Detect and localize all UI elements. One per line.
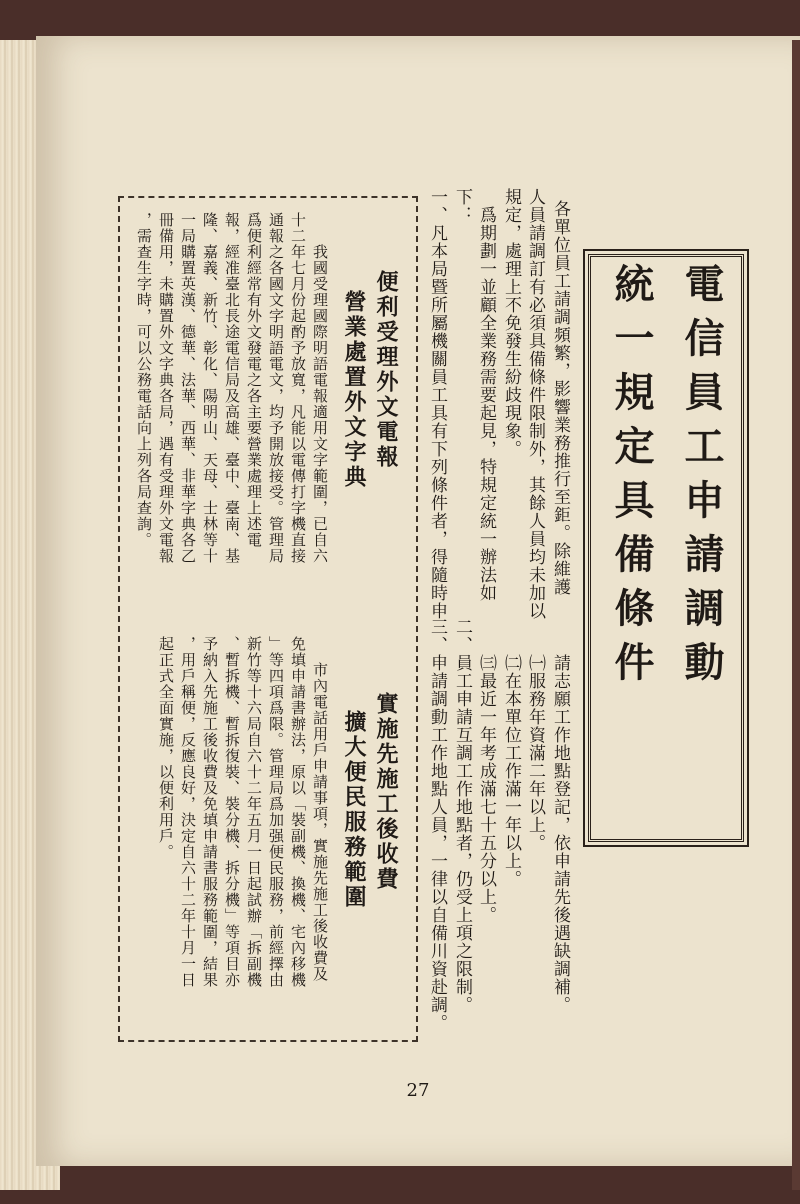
article-paragraph-line: 各單位員工請調頻繁，影響業務推行至鉅。除維護 xyxy=(550,200,570,596)
notice-a-line: ，需查生字時，可以公務電話向上列各局查詢。 xyxy=(135,212,153,548)
notice-a-line: 隆、嘉義、新竹、彰化、陽明山、天母、士林等十 xyxy=(201,212,219,564)
article-item-line: 三、申請調動工作地點人員，一律以自備川資赴調。 xyxy=(427,618,447,1032)
notice-a-line: 十二年七月份起酌予放寬，凡能以電傳打字機直接 xyxy=(289,212,307,564)
notice-a-headline-2: 營業處置外文字典 xyxy=(341,290,367,490)
article-item-line: 請志願工作地點登記，依申請先後遇缺調補。 xyxy=(550,618,570,1014)
notice-b-line: 免填申請書辦法，原以「裝副機、換機、宅內移機 xyxy=(289,636,307,988)
page-number: 27 xyxy=(406,1080,430,1101)
notice-b-line: 市內電話用戶申請事項，實施先施工後收費及 xyxy=(311,646,329,982)
article-item-line: ㈡在本單位工作滿一年以上。 xyxy=(501,618,521,888)
notice-b-line: 予納入先施工後收費及免填申請書服務範圍，結果 xyxy=(201,636,219,988)
article-paragraph-line: 爲期劃一並顧全業務需要起見，特規定統一辦法如 xyxy=(476,188,496,602)
notice-b-line: ，用戶稱便，反應良好，決定自六十二年十月一日 xyxy=(179,636,197,988)
notice-b-headline-2: 擴大便民服務範圍 xyxy=(341,710,367,910)
notice-b-line: 新竹等十六局自六十二年五月一日起試辦「拆副機 xyxy=(245,636,263,988)
notice-b-line: 、暫拆機、暫拆復裝、裝分機、拆分機」等項目亦 xyxy=(223,636,241,988)
article-paragraph-line: 規定，處理上不免發生紛歧現象。 xyxy=(501,188,521,458)
article-item-line: ㈠服務年資滿二年以上。 xyxy=(525,618,545,852)
notice-b-line: 」等四項爲限。管理局爲加强便民服務，前經擇由 xyxy=(267,636,285,988)
article-paragraph-line: 人員請調訂有必須具備條件限制外，其餘人員均未加以 xyxy=(525,188,545,620)
notice-a-line: 冊備用，未購置外文字典各局，遇有受理外文電報 xyxy=(157,212,175,564)
article-paragraph-line: 下： xyxy=(452,188,472,224)
article-title-line-3: 統一規定具備條件 xyxy=(608,263,655,695)
notice-b-headline-1: 實施先施工後收費 xyxy=(373,692,399,892)
article-item-line: 一、凡本局暨所屬機關員工具有下列條件者，得隨時申 xyxy=(427,188,447,620)
notice-a-line: 爲便利經常有外文發電之各主要營業處理上述電 xyxy=(245,212,263,548)
book-cover-edge xyxy=(792,40,800,1190)
article-title-box xyxy=(588,254,744,842)
notice-a-line: 報，經准臺北長途電信局及高雄、臺中、臺南、基 xyxy=(223,212,241,564)
notice-a-line: 通報之各國文字明語電文，均予開放接受。管理局 xyxy=(267,212,285,564)
article-item-line: 二、員工申請互調工作地點者，仍受上項之限制。 xyxy=(452,618,472,1014)
article-item-line: ㈢最近一年考成滿七十五分以上。 xyxy=(476,618,496,924)
notice-a-line: 我國受理國際明語電報適用文字範圍，已自六 xyxy=(311,228,329,564)
notice-a-headline-1: 便利受理外文電報 xyxy=(373,270,399,470)
article-title-line-1: 電信員工申請調動 xyxy=(678,263,725,695)
notice-a-line: 一局購置英漢、德華、法華、西華、非華字典各乙 xyxy=(179,212,197,564)
notice-b-line: 起正式全面實施，以便利用戶。 xyxy=(157,636,175,860)
